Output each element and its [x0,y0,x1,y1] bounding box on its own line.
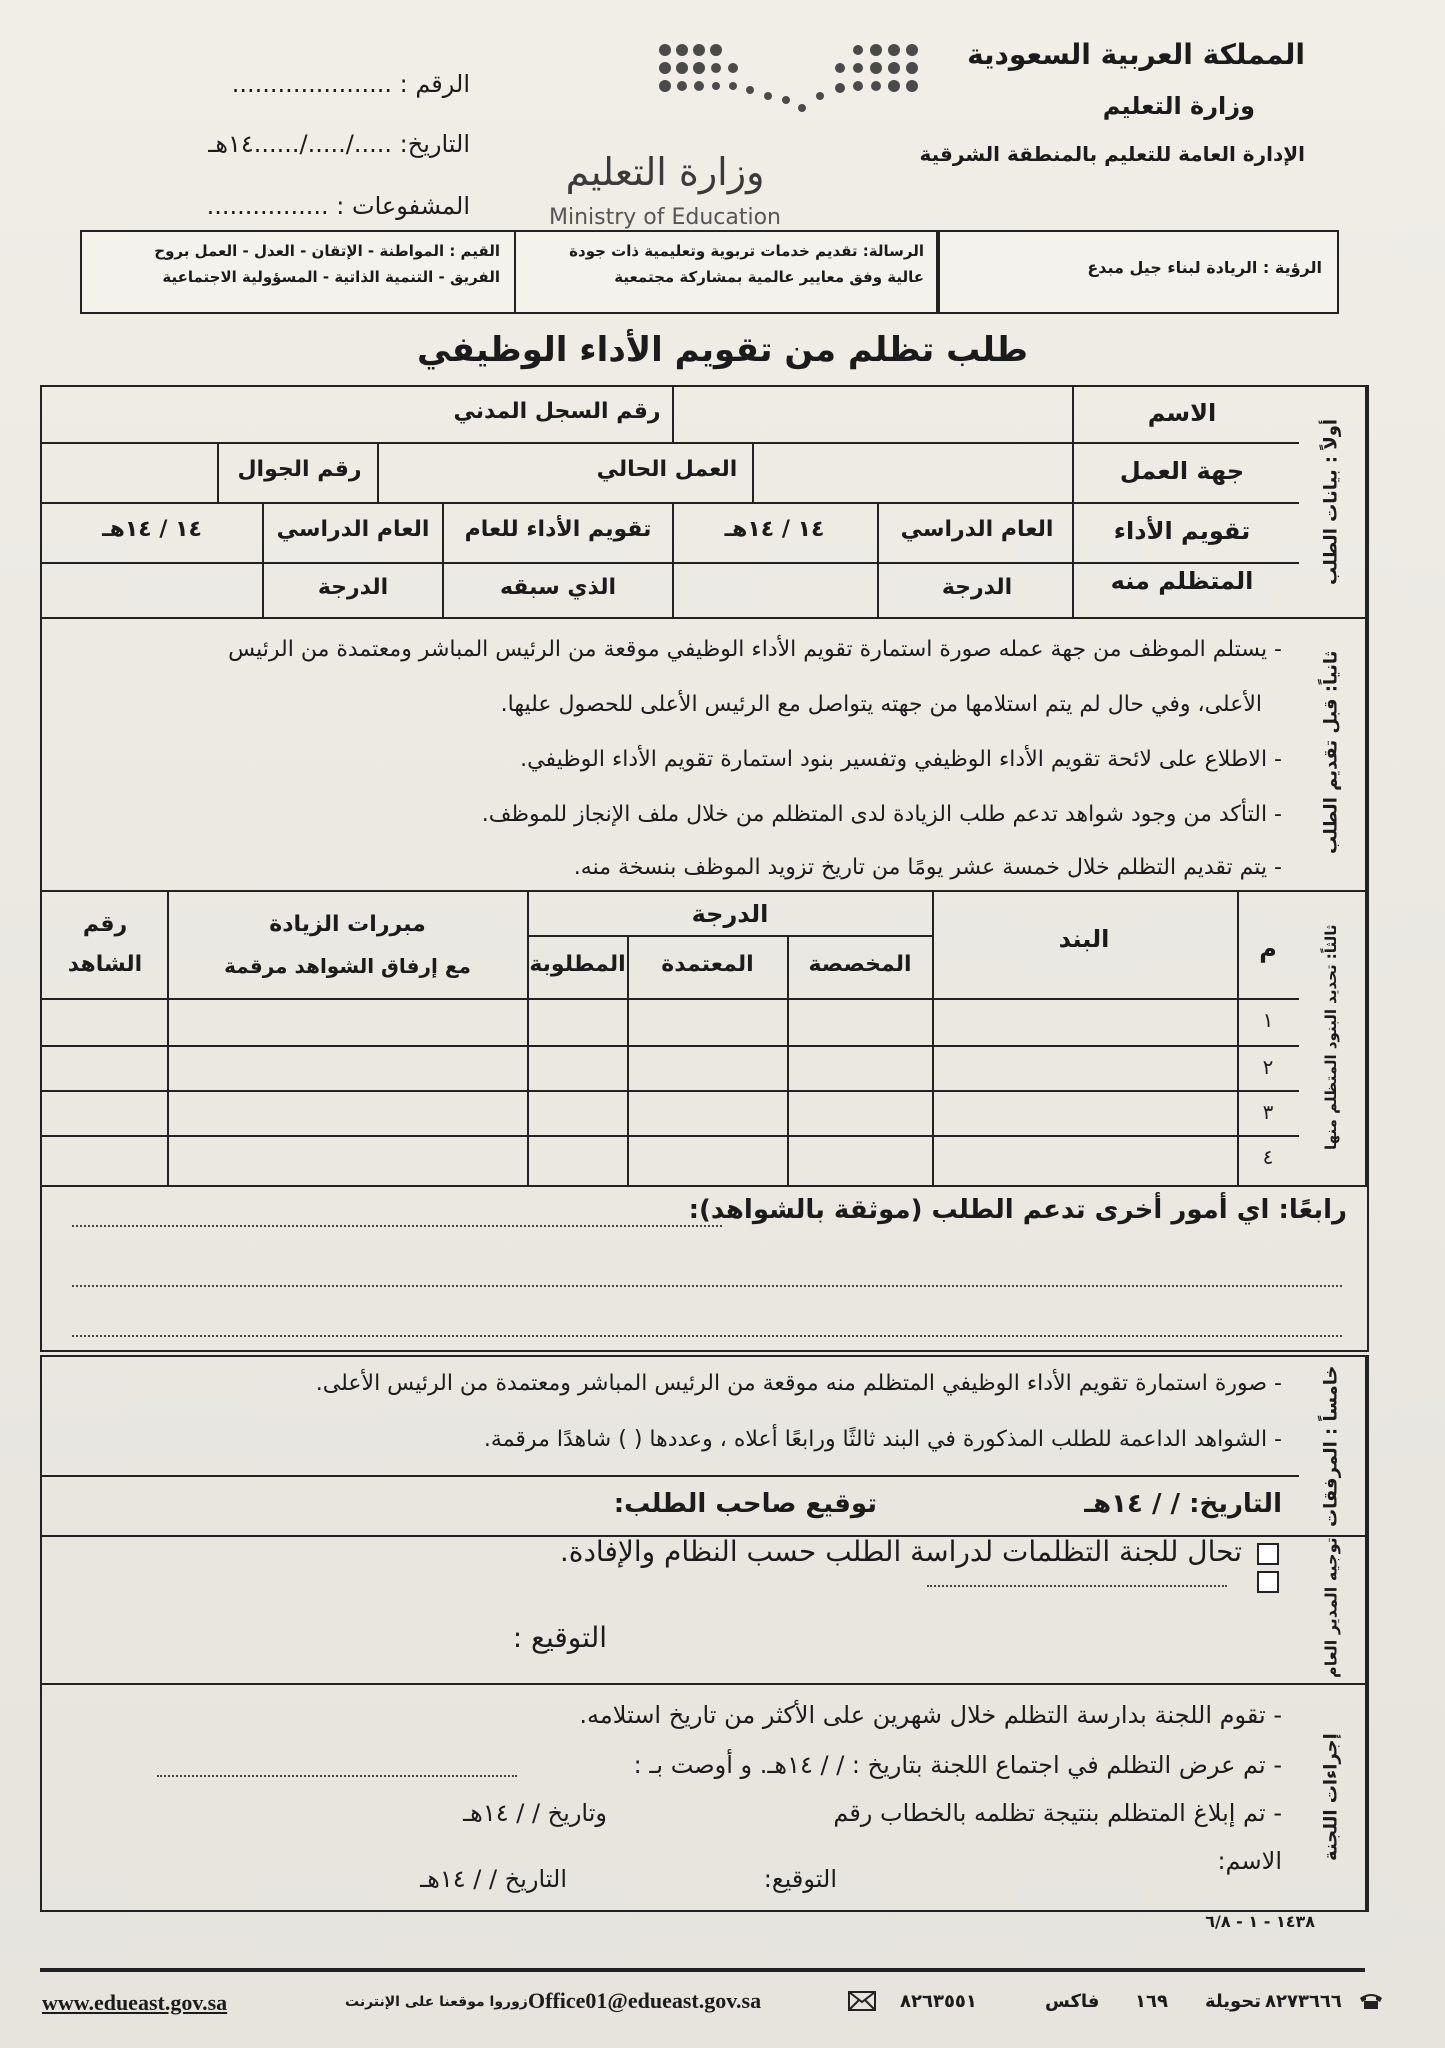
row-divider [42,1135,1299,1137]
civil-id-label: رقم السجل المدني [453,399,661,424]
section-request-data [40,385,1369,619]
col-justification-header-2: مع إرفاق الشواهد مرقمة [224,954,471,978]
administration-name: الإدارة العامة للتعليم بالمنطقة الشرقية [919,142,1305,166]
col-num-header: م [1259,935,1277,963]
grade-label: الدرجة [941,575,1013,600]
name-label: الاسم [1147,399,1217,427]
row-number: ٢ [1262,1055,1274,1079]
row-number: ٣ [1262,1100,1274,1124]
instruction-1b: الأعلى، وفي حال لم يتم استلامها من جهته يتواصل مع الرئيس الأعلى للحصول عليها. [500,692,1262,717]
referral-option-label: تحال للجنة التظلمات لدراسة الطلب حسب النظام والإفادة. [559,1535,1242,1568]
current-job-label: العمل الحالي [596,457,738,482]
prev-eval-label-1: تقويم الأداء للعام [464,517,652,542]
applicant-signature[interactable]: توقيع صاحب الطلب: [613,1489,877,1519]
logo-english-text: Ministry of Education [548,205,782,230]
director-signature[interactable]: التوقيع : [512,1621,607,1654]
prev-grade-label: الدرجة [317,575,389,600]
row-divider [42,1475,1299,1477]
prev-academic-year-label: العام الدراسي [276,517,430,542]
col-grade-header: الدرجة [691,900,769,928]
year-value: ١٤ / ١٤هـ [724,517,825,542]
col-evidence-header-2: الشاهد [67,952,143,977]
col-divider [672,387,674,442]
section-committee-actions [40,1683,1369,1912]
mission-line1: الرسالة: تقديم خدمات تربوية وتعليمية ذات جودة [569,242,924,260]
col-required-header: المطلوبة [529,952,626,977]
fax-number: ٨٢٦٣٥٥١ [900,1991,977,2012]
other-option-checkbox[interactable] [1257,1571,1279,1593]
page-title: طلب تظلم من تقويم الأداء الوظيفي [416,330,1029,370]
other-option-line[interactable] [927,1585,1227,1587]
row-divider [42,998,1299,1000]
col-allocated-header: المخصصة [808,952,912,977]
section-other-matters [40,1185,1369,1352]
email-link[interactable]: Office01@edueast.gov.sa [528,1988,762,2013]
vision-cell: الرؤية : الريادة لبناء جيل مبدع [1087,258,1322,277]
col-evidence-header-1: رقم [82,912,128,937]
col-divider [1072,387,1074,617]
instruction-4: - يتم تقديم التظلم خلال خمسة عشر يومًا من تاريخ تزويد الموظف بنسخة منه. [573,855,1282,880]
mission-line2: عالية وفق معايير عالمية بمشاركة مجتمعية [614,268,924,286]
logo-arabic-text: وزارة التعليم [565,150,765,194]
row-divider [42,1090,1299,1092]
committee-signature-label[interactable]: التوقيع: [763,1865,837,1893]
ministry-name: وزارة التعليم [1102,92,1255,120]
other-matters-title: رابعًا: اي أمور أخرى تدعم الطلب (موثقة بالشواهد): [688,1195,1347,1225]
values-banner [80,230,1339,314]
appealed-eval-label-1: تقويم الأداء [1113,517,1251,545]
row-divider [42,1045,1299,1047]
dotted-line[interactable] [72,1335,1342,1337]
phone-number: ٨٢٧٣٦٦٦ [1265,1991,1342,2012]
row-number: ١ [1262,1008,1274,1032]
values-line1: القيم : المواطنة - الإتقان - العدل - العمل بروح [154,242,500,260]
row-divider [42,442,1299,444]
instruction-3: - التأكد من وجود شواهد تدعم طلب الزيادة لدى المتظلم من خلال ملف الإنجاز للموظف. [481,802,1282,827]
workplace-label: جهة العمل [1119,457,1245,485]
col-divider [877,502,879,617]
ministry-logo-icon [650,38,930,120]
dotted-line[interactable] [72,1225,722,1227]
prev-year-value: ١٤ / ١٤هـ [102,517,202,542]
instruction-1: - يستلم الموظف من جهة عمله صورة استمارة تقويم الأداء الوظيفي موقعة من الرئيس المباشر ومعتمدة من الرئيس [228,637,1282,662]
section3-label: ثالثاً: تحديد البنود المتظلم منها [1297,890,1367,1185]
attachment-1: - صورة استمارة تقويم الأداء الوظيفي المتظلم منه موقعة من الرئيس المباشر ومعتمدة من الرئيس الأعلى. [315,1371,1282,1396]
visit-text: زوروا موقعنا على الإنترنت [345,1994,528,2010]
row-divider [42,562,1299,564]
form-code: ١٤٣٨ - ١ - ٦/٨ [1205,1912,1315,1931]
banner-divider [936,232,940,312]
col-divider [442,502,444,617]
committee-item-3: - تم إبلاغ المتظلم بنتيجة تظلمه بالخطاب رقم [833,1799,1282,1827]
number-field: الرقم : ..................... [231,70,470,98]
col-justification-header-1: مبررات الزيادة [269,912,426,937]
col-item-header: البند [1058,925,1110,953]
committee-item-3-date: وتاريخ / / ١٤هـ [463,1799,607,1827]
dotted-line[interactable] [72,1285,1342,1287]
phone-icon [1358,1990,1384,2010]
ext-number: ١٦٩ [1135,1991,1168,2012]
appealed-eval-label-2: المتظلم منه [1110,567,1254,595]
section-before-submit [40,615,1369,892]
values-line2: الفريق - التنمية الذاتية - المسؤولية الاجتماعية [162,268,500,286]
academic-year-label: العام الدراسي [900,517,1054,542]
website-link[interactable]: www.edueast.gov.sa [42,1990,228,2015]
mission-cell [516,232,936,312]
row-divider [527,935,932,937]
section-appealed-items [40,890,1369,1187]
section1-label: أولاً : بيانات الطلب [1297,387,1367,617]
ext-label: تحويلة [1205,1991,1262,2012]
section-attachments [40,1355,1369,1537]
col-divider [752,442,754,502]
values-cell [82,232,512,312]
prev-eval-label-2: الذي سبقه [499,575,617,600]
recommendation-line[interactable] [157,1775,517,1777]
row-number: ٤ [1262,1145,1274,1169]
mobile-label: رقم الجوال [237,457,362,482]
col-divider [527,890,529,1185]
col-divider [377,442,379,502]
committee-name-label: الاسم: [1217,1847,1282,1875]
fax-label: فاكس [1045,1991,1100,2012]
mail-icon [848,1991,876,2011]
col-divider [262,502,264,617]
footer-divider [40,1968,1365,1972]
section7-label: إجراءات اللجنة [1297,1685,1367,1910]
referral-checkbox[interactable] [1257,1543,1279,1565]
committee-item-2: - تم عرض التظلم في اجتماع اللجنة بتاريخ : / / ١٤هـ. و أوصت بـ : [633,1751,1282,1779]
col-approved-header: المعتمدة [661,952,754,977]
section6-label: توجيه المدير العام [1297,1533,1367,1683]
committee-date-label: التاريخ / / ١٤هـ [420,1865,567,1893]
section5-label: خامساً : المرفقات [1297,1357,1367,1535]
section2-label: ثانياً: قبل تقديم الطلب [1297,615,1367,890]
attachment-2: - الشواهد الداعمة للطلب المذكورة في البند ثالثًا ورابعًا أعلاه ، وعددها ( ) شاهدًا مرقمة. [483,1427,1282,1452]
col-divider [672,502,674,617]
attachments-field: المشفوعات : ................ [206,192,470,220]
date-field: التاريخ: ...../...../......١٤هـ [208,130,470,158]
section-director-directive [40,1533,1369,1685]
kingdom-name: المملكة العربية السعودية [967,38,1305,71]
row-divider [42,502,1299,504]
attachment-date: التاريخ: / / ١٤هـ [1084,1489,1282,1519]
instruction-2: - الاطلاع على لائحة تقويم الأداء الوظيفي وتفسير بنود استمارة تقويم الأداء الوظيفي. [520,747,1282,772]
col-divider [217,442,219,502]
committee-item-1: - تقوم اللجنة بدارسة التظلم خلال شهرين على الأكثر من تاريخ استلامه. [579,1701,1282,1729]
